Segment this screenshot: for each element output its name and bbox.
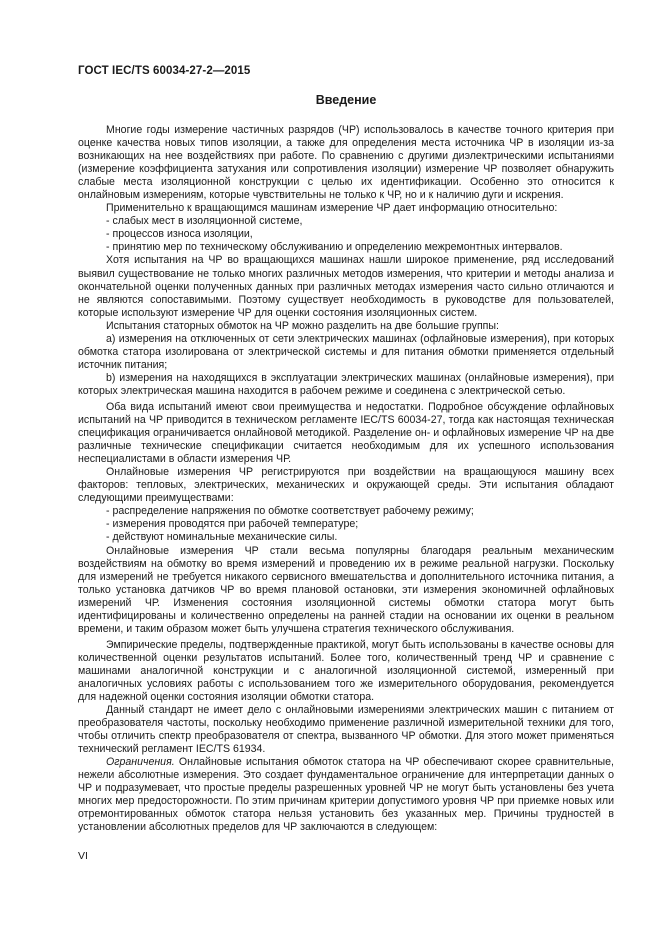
list-item: - измерения проводятся при рабочей температуре; bbox=[106, 518, 359, 531]
list-item: - процессов износа изоляции, bbox=[106, 228, 253, 241]
paragraph: Онлайновые измерения ЧР регистрируются при воздействии на вращающуюся машину всех факторов: тепловых, электрических, механических и окружающей среды. Эти испытания обладают следующими преимуществами: bbox=[78, 466, 614, 505]
page-number: VI bbox=[78, 850, 88, 862]
paragraph: Испытания статорных обмоток на ЧР можно разделить на две большие группы: bbox=[106, 319, 499, 332]
list-item: - действуют номинальные механические силы. bbox=[106, 531, 338, 544]
paragraph: Эмпирические пределы, подтвержденные практикой, могут быть использованы в качестве основы для количественной оценки результатов испытаний. Более того, количественный тренд ЧР и сравнение с машинами аналогичной конструкции и с аналогичной изоляционной системой, измеренный при аналогичных условиях работы с использованием того же измерительного оборудования, рекомендуется для надежной оценки состояния изоляции обмотки статора. bbox=[78, 638, 614, 704]
paragraph: b) измерения на находящихся в эксплуатации электрических машинах (онлайновые измерения), при которых электрическая машина находится в рабочем режиме и соединена с электрической сетью. bbox=[78, 371, 614, 397]
section-title: Введение bbox=[315, 93, 377, 107]
list-item: - принятию мер по техническому обслуживанию и определению межремонтных интервалов. bbox=[106, 241, 563, 254]
paragraph: Онлайновые измерения ЧР стали весьма популярны благодаря реальным механическим воздействиям на обмотку во время измерений и проведению их в режиме реальной нагрузки. Поскольку для измерений не требуется никакого сервисного вмешательства и дополнительного источника питания, а только установка датчиков ЧР во время плановой остановки, эти измерения экономичней офлайновых измерений ЧР. Изменения состояния изоляционной системы обмотки статора могут быть идентифицированы и количественно определены на ранней стадии на основании их оценки в реальном времени, и таким образом может быть улучшена стратегия технического обслуживания. bbox=[78, 544, 614, 635]
paragraph: a) измерения на отключенных от сети электрических машинах (офлайновые измерения), при которых обмотка статора изолирована от электрической системы и для питания обмотки применяется отдельный источник питания; bbox=[78, 332, 614, 371]
paragraph: Ограничения. Онлайновые испытания обмоток статора на ЧР обеспечивают скорее сравнительные, нежели абсолютные измерения. Это создает фундаментальное ограничение для интерпретации данных о ЧР и подразумевает, что простые пределы разрешенных уровней ЧР не могут быть установлены без учета многих мер предосторожности. По этим причинам критерии допустимого уровня ЧР при приемке новых или отремонтированных обмоток статора нельзя установить без указанных мер. Причины трудностей в установлении абсолютных пределов для ЧР заключаются в следующем: bbox=[78, 756, 614, 834]
emphasis: Ограничения. bbox=[106, 756, 175, 769]
paragraph: Хотя испытания на ЧР во вращающихся машинах нашли широкое применение, ряд исследований выявил существование не только многих различных методов измерения, что критерии и методы анализа и окончательной оценки полученных данных при различных методах измерения часто сильно отличаются и не являются сопоставимыми. Поэтому существует необходимость в руководстве для пользователей, которые используют измерение ЧР для оценки состояния изоляционных систем. bbox=[78, 254, 614, 319]
document-header: ГОСТ IEC/TS 60034-27-2—2015 bbox=[78, 65, 251, 77]
paragraph: Применительно к вращающимся машинам измерение ЧР дает информацию относительно: bbox=[106, 202, 558, 215]
paragraph: Многие годы измерение частичных разрядов (ЧР) использовалось в качестве точного критерия при оценке качества новых типов изоляции, а также для определения места источника ЧР в изоляции из-за возникающих на нее воздействиях при работе. По сравнению с другими диэлектрическими испытаниями (измерение коэффициента затухания или сопротивления изоляции) измерение ЧР позволяет обнаружить слабые места изоляционной конструкции с целью их идентификации. Особенно это относится к онлайновым измерениям, которые чувствительны не только к ЧР, но и к наличию дуги и искрения. bbox=[78, 124, 614, 202]
paragraph: Оба вида испытаний имеют свои преимущества и недостатки. Подробное обсуждение офлайновых испытаний на ЧР приводится в техническом регламенте IEC/TS 60034-27, тогда как настоящая техническая спецификация ограничивается онлайновой методикой. Разделение он- и офлайновых измерение ЧР на две различные технические спецификации считается необходимым для их успешного использования неспециалистами в области измерения ЧР. bbox=[78, 400, 614, 466]
document-body bbox=[78, 124, 614, 835]
paragraph: Данный стандарт не имеет дело с онлайновыми измерениями электрических машин с питанием от преобразователя частоты, поскольку необходимо применение различной измерительной техники для того, чтобы отличить спектр преобразователя от спектра, вызванного ЧР обмотки. Для этого может применяться технический регламент IEC/TS 61934. bbox=[78, 704, 614, 756]
list-item: - слабых мест в изоляционной системе, bbox=[106, 215, 303, 228]
list-item: - распределение напряжения по обмотке соответствует рабочему режиму; bbox=[106, 505, 474, 518]
